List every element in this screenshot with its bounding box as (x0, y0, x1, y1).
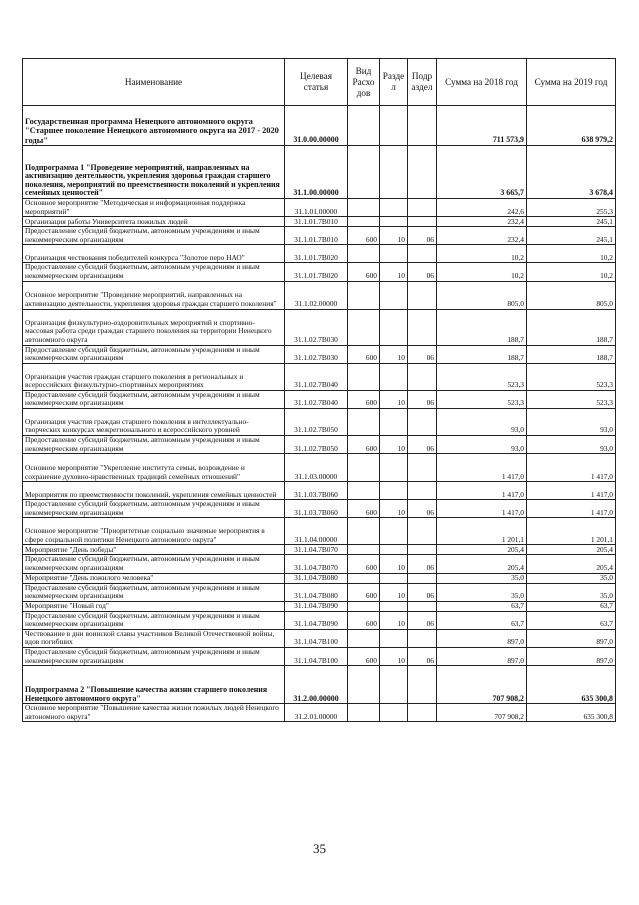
row-sum-2018: 897,0 (437, 648, 527, 666)
row-target-article: 31.1.04.7В100 (285, 648, 348, 666)
row-name: Основное мероприятие "Укрепление института семьи, возрождение и сохранение духовно-нравственных традиций семейных отношений" (23, 454, 285, 482)
row-expense-type: 600 (348, 227, 380, 245)
table-row (23, 518, 616, 545)
row-expense-type: 600 (348, 390, 380, 408)
row-section: 10 (380, 555, 408, 573)
row-section: 10 (380, 435, 408, 453)
row-sum-2019: 205,4 (527, 555, 616, 573)
row-section: 10 (380, 648, 408, 666)
row-sum-2018: 35,0 (437, 583, 527, 601)
row-target-article: 31.1.02.7В040 (285, 390, 348, 408)
table-row (23, 309, 616, 345)
row-sum-2018: 205,4 (437, 545, 527, 555)
table-row (23, 555, 616, 573)
table-row (23, 106, 616, 146)
table-row (23, 435, 616, 453)
row-expense-type (348, 629, 380, 647)
row-sum-2019: 63,7 (527, 601, 616, 611)
table-row (23, 583, 616, 601)
row-sum-2019: 1 201,1 (527, 518, 616, 545)
row-sum-2019: 93,0 (527, 408, 616, 435)
row-expense-type (348, 482, 380, 500)
row-sum-2019: 1 417,0 (527, 454, 616, 482)
row-name: Мероприятия по преемственности поколений, укрепления семейных ценностей (23, 482, 285, 500)
row-section (380, 199, 408, 217)
row-section: 10 (380, 583, 408, 601)
row-name: Предоставление субсидий бюджетным, автономным учреждениям и иным некоммерческим организациям (23, 263, 285, 281)
row-subsection (408, 217, 437, 227)
page-number: 35 (313, 841, 326, 856)
row-sum-2018: 1 417,0 (437, 500, 527, 518)
table-row (23, 146, 616, 199)
row-expense-type (348, 545, 380, 555)
row-name: Предоставление субсидий бюджетным, автономным учреждениям и иным некоммерческим организациям (23, 345, 285, 363)
row-target-article: 31.1.02.7В040 (285, 363, 348, 390)
row-section (380, 281, 408, 309)
row-target-article: 31.1.01.7В020 (285, 245, 348, 263)
row-subsection (408, 666, 437, 704)
row-target-article: 31.1.02.7В050 (285, 408, 348, 435)
row-sum-2019: 897,0 (527, 648, 616, 666)
row-sum-2019: 635 300,8 (527, 666, 616, 704)
row-target-article: 31.1.02.00000 (285, 281, 348, 309)
row-target-article: 31.1.04.7В090 (285, 611, 348, 629)
row-name: Подпрограмма 1 "Проведение мероприятий, направленных на активизацию деятельности, укрепления здоровья граждан старшего поколения, мероприятий по преемственности поколений и укрепления семейных ценностей" (23, 146, 285, 199)
row-sum-2018: 232,4 (437, 217, 527, 227)
row-target-article: 31.0.00.00000 (285, 106, 348, 146)
row-expense-type (348, 217, 380, 227)
row-expense-type (348, 666, 380, 704)
row-sum-2019: 63,7 (527, 611, 616, 629)
row-subsection: 06 (408, 500, 437, 518)
row-expense-type (348, 363, 380, 390)
row-sum-2018: 711 573,9 (437, 106, 527, 146)
row-sum-2018: 1 417,0 (437, 454, 527, 482)
row-section (380, 518, 408, 545)
row-name: Предоставление субсидий бюджетным, автономным учреждениям и иным некоммерческим организациям (23, 583, 285, 601)
table-row (23, 363, 616, 390)
row-name: Организация чествования победителей конкурса "Золотое перо НАО" (23, 245, 285, 263)
row-name: Чествование в дни воинской славы участников Великой Отечественной войны, вдов погибших (23, 629, 285, 647)
row-target-article: 31.1.01.7В020 (285, 263, 348, 281)
header-sum-2018: Сумма на 2018 год (437, 59, 527, 106)
row-subsection: 06 (408, 227, 437, 245)
row-sum-2019: 523,3 (527, 390, 616, 408)
row-subsection (408, 363, 437, 390)
row-name: Организация работы Университета пожилых людей (23, 217, 285, 227)
table-row (23, 573, 616, 583)
row-subsection: 06 (408, 648, 437, 666)
row-name: Мероприятие "День победы" (23, 545, 285, 555)
row-target-article: 31.1.01.7В010 (285, 227, 348, 245)
row-section (380, 146, 408, 199)
table-row (23, 666, 616, 704)
row-section (380, 545, 408, 555)
row-sum-2019: 255,3 (527, 199, 616, 217)
row-expense-type: 600 (348, 435, 380, 453)
row-target-article: 31.1.03.00000 (285, 454, 348, 482)
budget-table (22, 58, 616, 722)
table-row (23, 281, 616, 309)
row-expense-type: 600 (348, 611, 380, 629)
row-sum-2019: 635 300,8 (527, 704, 616, 722)
row-expense-type (348, 704, 380, 722)
row-sum-2019: 205,4 (527, 545, 616, 555)
row-subsection: 06 (408, 611, 437, 629)
row-subsection (408, 482, 437, 500)
row-sum-2019: 523,3 (527, 363, 616, 390)
row-sum-2018: 707 908,2 (437, 666, 527, 704)
row-target-article: 31.1.04.7В090 (285, 601, 348, 611)
row-subsection (408, 106, 437, 146)
table-row (23, 611, 616, 629)
row-sum-2019: 188,7 (527, 345, 616, 363)
row-expense-type: 600 (348, 500, 380, 518)
table-row (23, 217, 616, 227)
row-section (380, 245, 408, 263)
row-expense-type (348, 454, 380, 482)
row-sum-2018: 3 665,7 (437, 146, 527, 199)
row-sum-2018: 1 201,1 (437, 518, 527, 545)
row-subsection (408, 245, 437, 263)
row-subsection: 06 (408, 263, 437, 281)
row-expense-type (348, 281, 380, 309)
row-target-article: 31.1.04.7В100 (285, 629, 348, 647)
row-section (380, 309, 408, 345)
row-section: 10 (380, 227, 408, 245)
row-subsection: 06 (408, 390, 437, 408)
table-row (23, 500, 616, 518)
row-section: 10 (380, 263, 408, 281)
table-row (23, 199, 616, 217)
row-expense-type: 600 (348, 345, 380, 363)
row-section (380, 704, 408, 722)
row-section (380, 454, 408, 482)
row-sum-2018: 188,7 (437, 345, 527, 363)
table-row (23, 482, 616, 500)
row-sum-2018: 232,4 (437, 227, 527, 245)
header-section: Разде л (380, 59, 408, 106)
row-target-article: 31.1.04.7В070 (285, 555, 348, 573)
table-row (23, 245, 616, 263)
row-target-article: 31.1.04.7В080 (285, 573, 348, 583)
table-row (23, 601, 616, 611)
row-expense-type (348, 573, 380, 583)
row-subsection (408, 454, 437, 482)
row-section (380, 629, 408, 647)
row-expense-type (348, 309, 380, 345)
row-sum-2018: 707 908,2 (437, 704, 527, 722)
row-target-article: 31.2.00.00000 (285, 666, 348, 704)
row-name: Предоставление субсидий бюджетным, автономным учреждениям и иным некоммерческим организациям (23, 648, 285, 666)
table-row (23, 263, 616, 281)
row-sum-2019: 1 417,0 (527, 500, 616, 518)
row-subsection: 06 (408, 555, 437, 573)
row-target-article: 31.1.02.7В050 (285, 435, 348, 453)
row-sum-2018: 10,2 (437, 245, 527, 263)
row-target-article: 31.1.02.7В030 (285, 345, 348, 363)
row-section (380, 363, 408, 390)
row-sum-2018: 63,7 (437, 601, 527, 611)
row-target-article: 31.1.01.00000 (285, 199, 348, 217)
row-name: Предоставление субсидий бюджетным, автономным учреждениям и иным некоммерческим организациям (23, 435, 285, 453)
row-sum-2018: 897,0 (437, 629, 527, 647)
row-name: Основное мероприятие "Приоритетные социально значимые мероприятия в сфере социальной политики Ненецкого автономного округа" (23, 518, 285, 545)
row-section: 10 (380, 345, 408, 363)
table-row (23, 545, 616, 555)
row-name: Государственная программа Ненецкого автономного округа "Старшее поколение Ненецкого автономного округа на 2017 - 2020 годы" (23, 106, 285, 146)
row-target-article: 31.1.02.7В030 (285, 309, 348, 345)
row-subsection: 06 (408, 583, 437, 601)
row-sum-2019: 3 678,4 (527, 146, 616, 199)
row-section (380, 408, 408, 435)
row-sum-2019: 245,1 (527, 217, 616, 227)
row-expense-type (348, 106, 380, 146)
header-sum-2019: Сумма на 2019 год (527, 59, 616, 106)
header-expense-type: Вид Расхо дов (348, 59, 380, 106)
table-row (23, 345, 616, 363)
row-sum-2019: 245,1 (527, 227, 616, 245)
row-name: Организация участия граждан старшего поколения в интеллектуально-творческих конкурсах межрегионального и всероссийского уровней (23, 408, 285, 435)
table-row (23, 408, 616, 435)
row-section (380, 601, 408, 611)
row-target-article: 31.1.04.7В080 (285, 583, 348, 601)
row-target-article: 31.1.04.7В070 (285, 545, 348, 555)
row-sum-2018: 205,4 (437, 555, 527, 573)
row-expense-type: 600 (348, 648, 380, 666)
row-subsection: 06 (408, 435, 437, 453)
row-name: Подпрограмма 2 "Повышение качества жизни старшего поколения Ненецкого автономного округа" (23, 666, 285, 704)
row-section (380, 217, 408, 227)
table-row (23, 454, 616, 482)
row-subsection (408, 601, 437, 611)
row-sum-2019: 188,7 (527, 309, 616, 345)
row-expense-type (348, 245, 380, 263)
row-expense-type: 600 (348, 263, 380, 281)
row-name: Предоставление субсидий бюджетным, автономным учреждениям и иным некоммерческим организациям (23, 227, 285, 245)
row-subsection (408, 573, 437, 583)
row-name: Мероприятие "Новый год" (23, 601, 285, 611)
row-name: Мероприятие "День пожилого человека" (23, 573, 285, 583)
row-target-article: 31.1.03.7В060 (285, 500, 348, 518)
row-sum-2018: 63,7 (437, 611, 527, 629)
row-target-article: 31.1.03.7В060 (285, 482, 348, 500)
row-subsection (408, 629, 437, 647)
row-name: Предоставление субсидий бюджетным, автономным учреждениям и иным некоммерческим организациям (23, 500, 285, 518)
row-sum-2019: 897,0 (527, 629, 616, 647)
row-sum-2018: 805,0 (437, 281, 527, 309)
row-expense-type: 600 (348, 583, 380, 601)
row-name: Предоставление субсидий бюджетным, автономным учреждениям и иным некоммерческим организациям (23, 390, 285, 408)
row-subsection (408, 146, 437, 199)
row-sum-2019: 35,0 (527, 583, 616, 601)
row-expense-type (348, 146, 380, 199)
row-sum-2018: 1 417,0 (437, 482, 527, 500)
row-subsection: 06 (408, 345, 437, 363)
row-expense-type (348, 199, 380, 217)
row-expense-type (348, 518, 380, 545)
table-row (23, 390, 616, 408)
row-subsection (408, 199, 437, 217)
row-expense-type (348, 408, 380, 435)
row-sum-2019: 1 417,0 (527, 482, 616, 500)
row-sum-2018: 93,0 (437, 408, 527, 435)
row-sum-2018: 35,0 (437, 573, 527, 583)
header-row (23, 59, 616, 106)
row-sum-2018: 93,0 (437, 435, 527, 453)
row-sum-2018: 523,3 (437, 363, 527, 390)
row-subsection (408, 704, 437, 722)
row-target-article: 31.1.04.00000 (285, 518, 348, 545)
row-expense-type: 600 (348, 555, 380, 573)
table-row (23, 629, 616, 647)
row-name: Основное мероприятие "Повышение качества жизни пожилых людей Ненецкого автономного округа" (23, 704, 285, 722)
row-name: Организация физкультурно-оздоровительных мероприятий и спортивно-массовая работа среди граждан старшего поколения на территории Ненецкого автономного округа (23, 309, 285, 345)
row-sum-2019: 638 979,2 (527, 106, 616, 146)
row-sum-2018: 188,7 (437, 309, 527, 345)
row-target-article: 31.1.00.00000 (285, 146, 348, 199)
row-sum-2018: 523,3 (437, 390, 527, 408)
row-section: 10 (380, 390, 408, 408)
row-subsection (408, 309, 437, 345)
row-target-article: 31.2.01.00000 (285, 704, 348, 722)
table-row (23, 227, 616, 245)
header-target-article: Целевая статья (285, 59, 348, 106)
row-section (380, 482, 408, 500)
row-expense-type (348, 601, 380, 611)
row-subsection (408, 281, 437, 309)
row-name: Предоставление субсидий бюджетным, автономным учреждениям и иным некоммерческим организациям (23, 611, 285, 629)
row-sum-2019: 10,2 (527, 263, 616, 281)
row-section (380, 106, 408, 146)
row-sum-2019: 93,0 (527, 435, 616, 453)
row-section: 10 (380, 611, 408, 629)
row-sum-2019: 805,0 (527, 281, 616, 309)
row-section: 10 (380, 500, 408, 518)
row-section (380, 573, 408, 583)
table-row (23, 648, 616, 666)
row-sum-2019: 10,2 (527, 245, 616, 263)
row-section (380, 666, 408, 704)
row-sum-2018: 242,6 (437, 199, 527, 217)
row-name: Основное мероприятие "Проведение мероприятий, направленных на активизацию деятельности, укрепления здоровья граждан старшего поколения" (23, 281, 285, 309)
row-name: Предоставление субсидий бюджетным, автономным учреждениям и иным некоммерческим организациям (23, 555, 285, 573)
header-subsection: Подр аздел (408, 59, 437, 106)
table-row (23, 704, 616, 722)
row-sum-2019: 35,0 (527, 573, 616, 583)
row-subsection (408, 408, 437, 435)
header-name: Наименование (23, 59, 285, 106)
row-subsection (408, 545, 437, 555)
row-subsection (408, 518, 437, 545)
row-target-article: 31.1.01.7В010 (285, 217, 348, 227)
row-name: Основное мероприятие "Методическая и информационная поддержка мероприятий" (23, 199, 285, 217)
row-name: Организация участия граждан старшего поколения в региональных и всероссийских физкультурно-спортивных мероприятиях (23, 363, 285, 390)
row-sum-2018: 10,2 (437, 263, 527, 281)
